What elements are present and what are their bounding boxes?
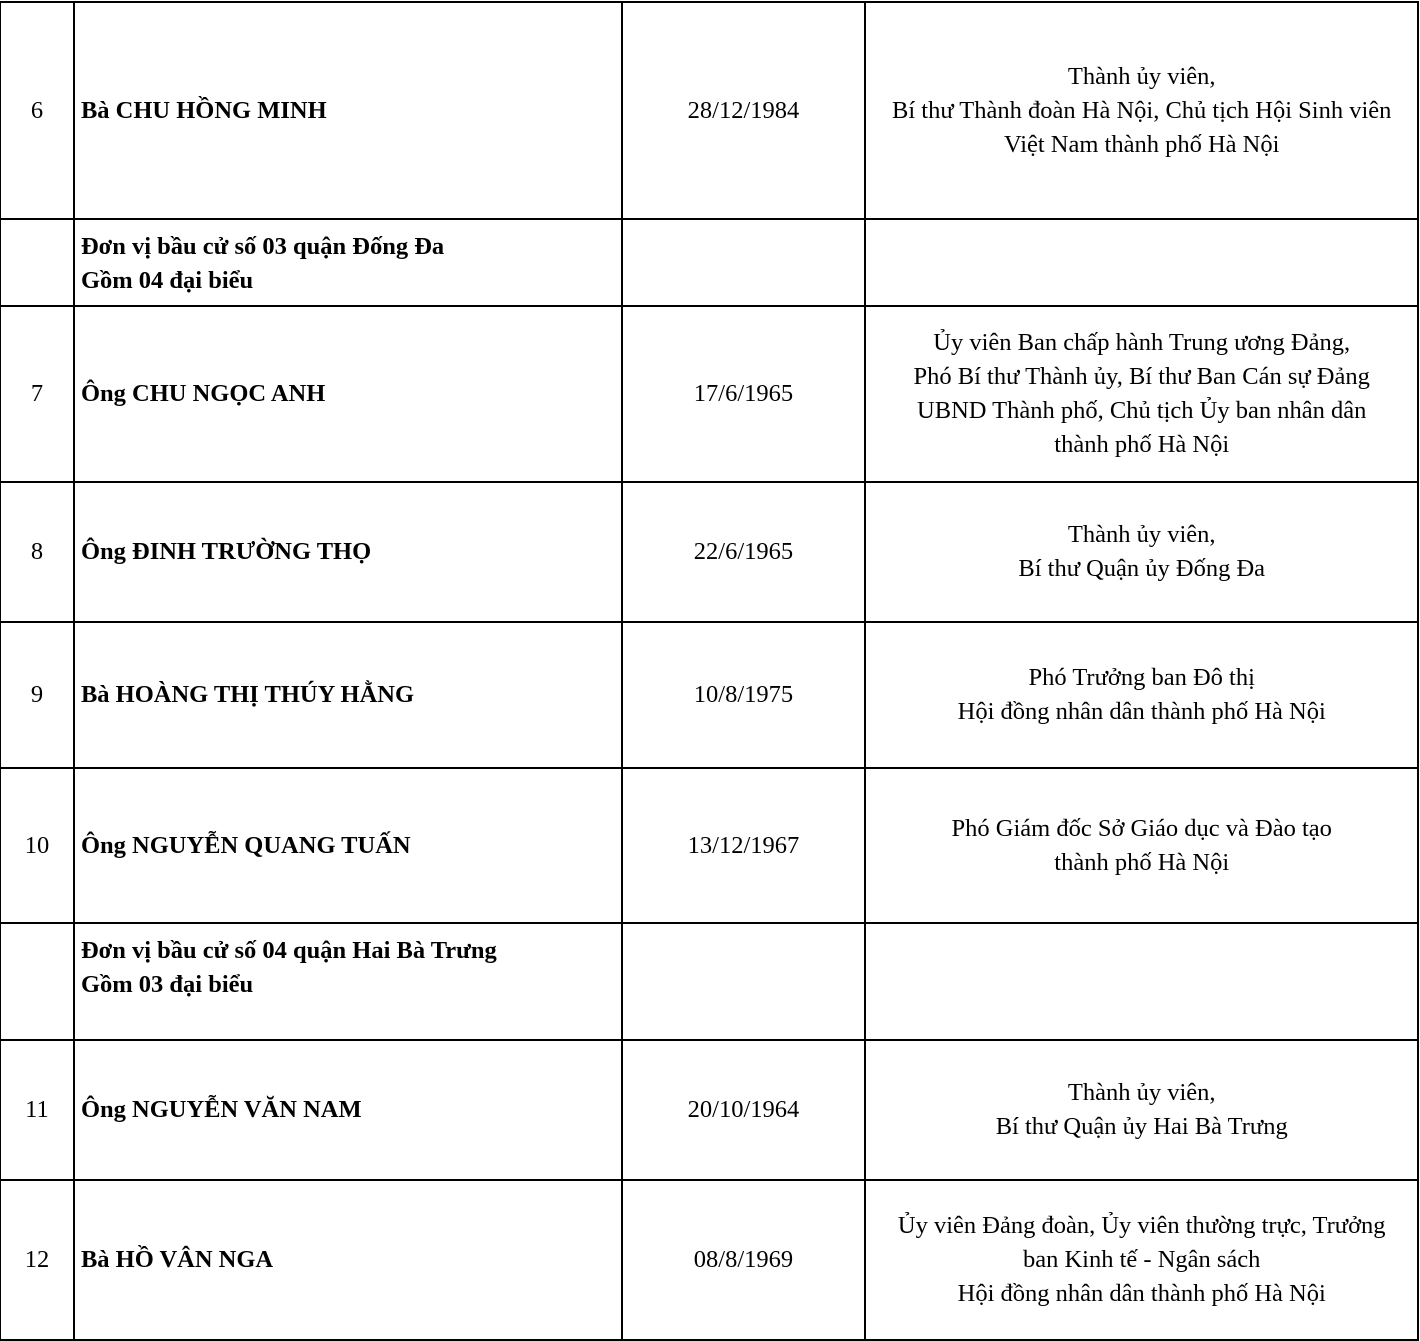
- date-of-birth: 10/8/1975: [622, 622, 866, 768]
- candidate-row: [0, 1040, 1418, 1180]
- candidate-row: [0, 2, 1418, 219]
- date-of-birth: 22/6/1965: [622, 482, 866, 622]
- position-line: ban Kinh tế - Ngân sách: [1022, 1246, 1261, 1273]
- unit-line1: Đơn vị bầu cử số 03 quận Đống Đa: [80, 233, 445, 260]
- candidate-position: [865, 1040, 1418, 1180]
- empty-cell: [865, 923, 1418, 1040]
- candidate-row: [0, 622, 1418, 768]
- position-line: Ủy viên Ban chấp hành Trung ương Đảng,: [933, 329, 1351, 356]
- row-number: 8: [0, 482, 74, 622]
- candidate-name: Bà HOÀNG THỊ THÚY HẰNG: [74, 622, 622, 768]
- electoral-unit-title: [74, 923, 622, 1040]
- date-of-birth: 08/8/1969: [622, 1180, 866, 1340]
- unit-line2: Gồm 03 đại biểu: [80, 971, 254, 998]
- position-line: Thành ủy viên,: [1067, 1079, 1216, 1106]
- candidate-position: [865, 768, 1418, 923]
- candidate-position: [865, 622, 1418, 768]
- candidate-name: Ông NGUYỄN VĂN NAM: [74, 1040, 622, 1180]
- candidate-table: [0, 1, 1419, 1341]
- row-number: 10: [0, 768, 74, 923]
- candidate-row: [0, 1180, 1418, 1340]
- position-line: Bí thư Quận ủy Đống Đa: [1018, 555, 1266, 582]
- position-line: thành phố Hà Nội: [1054, 431, 1230, 458]
- position-line: Phó Trưởng ban Đô thị: [1028, 664, 1255, 691]
- position-line: Bí thư Quận ủy Hai Bà Trưng: [995, 1113, 1288, 1140]
- empty-cell: [0, 923, 74, 1040]
- candidate-position: [865, 1180, 1418, 1340]
- position-line: Hội đồng nhân dân thành phố Hà Nội: [957, 698, 1326, 725]
- position-line: Thành ủy viên,: [1067, 521, 1216, 548]
- unit-line2: Gồm 04 đại biểu: [80, 267, 254, 294]
- candidate-position: [865, 482, 1418, 622]
- electoral-unit-row: [0, 923, 1418, 1040]
- candidate-row: [0, 482, 1418, 622]
- candidate-position: [865, 2, 1418, 219]
- position-line: Thành ủy viên,: [1067, 62, 1216, 90]
- row-number: 9: [0, 622, 74, 768]
- date-of-birth: 28/12/1984: [622, 2, 866, 219]
- electoral-unit-row: [0, 219, 1418, 306]
- candidate-name: Bà HỒ VÂN NGA: [74, 1180, 622, 1340]
- empty-cell: [0, 219, 74, 306]
- position-line: Hội đồng nhân dân thành phố Hà Nội: [957, 1280, 1326, 1307]
- position-line: thành phố Hà Nội: [1054, 848, 1230, 876]
- row-number: 12: [0, 1180, 74, 1340]
- row-number: 6: [0, 2, 74, 219]
- position-line: UBND Thành phố, Chủ tịch Ủy ban nhân dân: [917, 397, 1367, 424]
- candidate-name: Ông NGUYỄN QUANG TUẤN: [74, 768, 622, 923]
- position-line: Việt Nam thành phố Hà Nội: [1003, 130, 1280, 158]
- date-of-birth: 17/6/1965: [622, 306, 866, 482]
- position-line: Ủy viên Đảng đoàn, Ủy viên thường trực, Trưởng: [897, 1212, 1386, 1239]
- row-number: 11: [0, 1040, 74, 1180]
- position-line: Phó Giám đốc Sở Giáo dục và Đào tạo: [951, 814, 1332, 842]
- empty-cell: [622, 923, 866, 1040]
- date-of-birth: 13/12/1967: [622, 768, 866, 923]
- row-number: 7: [0, 306, 74, 482]
- empty-cell: [622, 219, 866, 306]
- candidate-name: Ông ĐINH TRƯỜNG THỌ: [74, 482, 622, 622]
- unit-line1: Đơn vị bầu cử số 04 quận Hai Bà Trưng: [80, 937, 497, 964]
- candidate-position: [865, 306, 1418, 482]
- position-line: Bí thư Thành đoàn Hà Nội, Chủ tịch Hội Sinh viên: [892, 96, 1392, 124]
- candidate-name: Ông CHU NGỌC ANH: [74, 306, 622, 482]
- empty-cell: [865, 219, 1418, 306]
- date-of-birth: 20/10/1964: [622, 1040, 866, 1180]
- candidate-row: [0, 768, 1418, 923]
- electoral-unit-title: [74, 219, 622, 306]
- candidate-name: Bà CHU HỒNG MINH: [74, 2, 622, 219]
- position-line: Phó Bí thư Thành ủy, Bí thư Ban Cán sự Đảng: [913, 363, 1370, 390]
- candidate-row: [0, 306, 1418, 482]
